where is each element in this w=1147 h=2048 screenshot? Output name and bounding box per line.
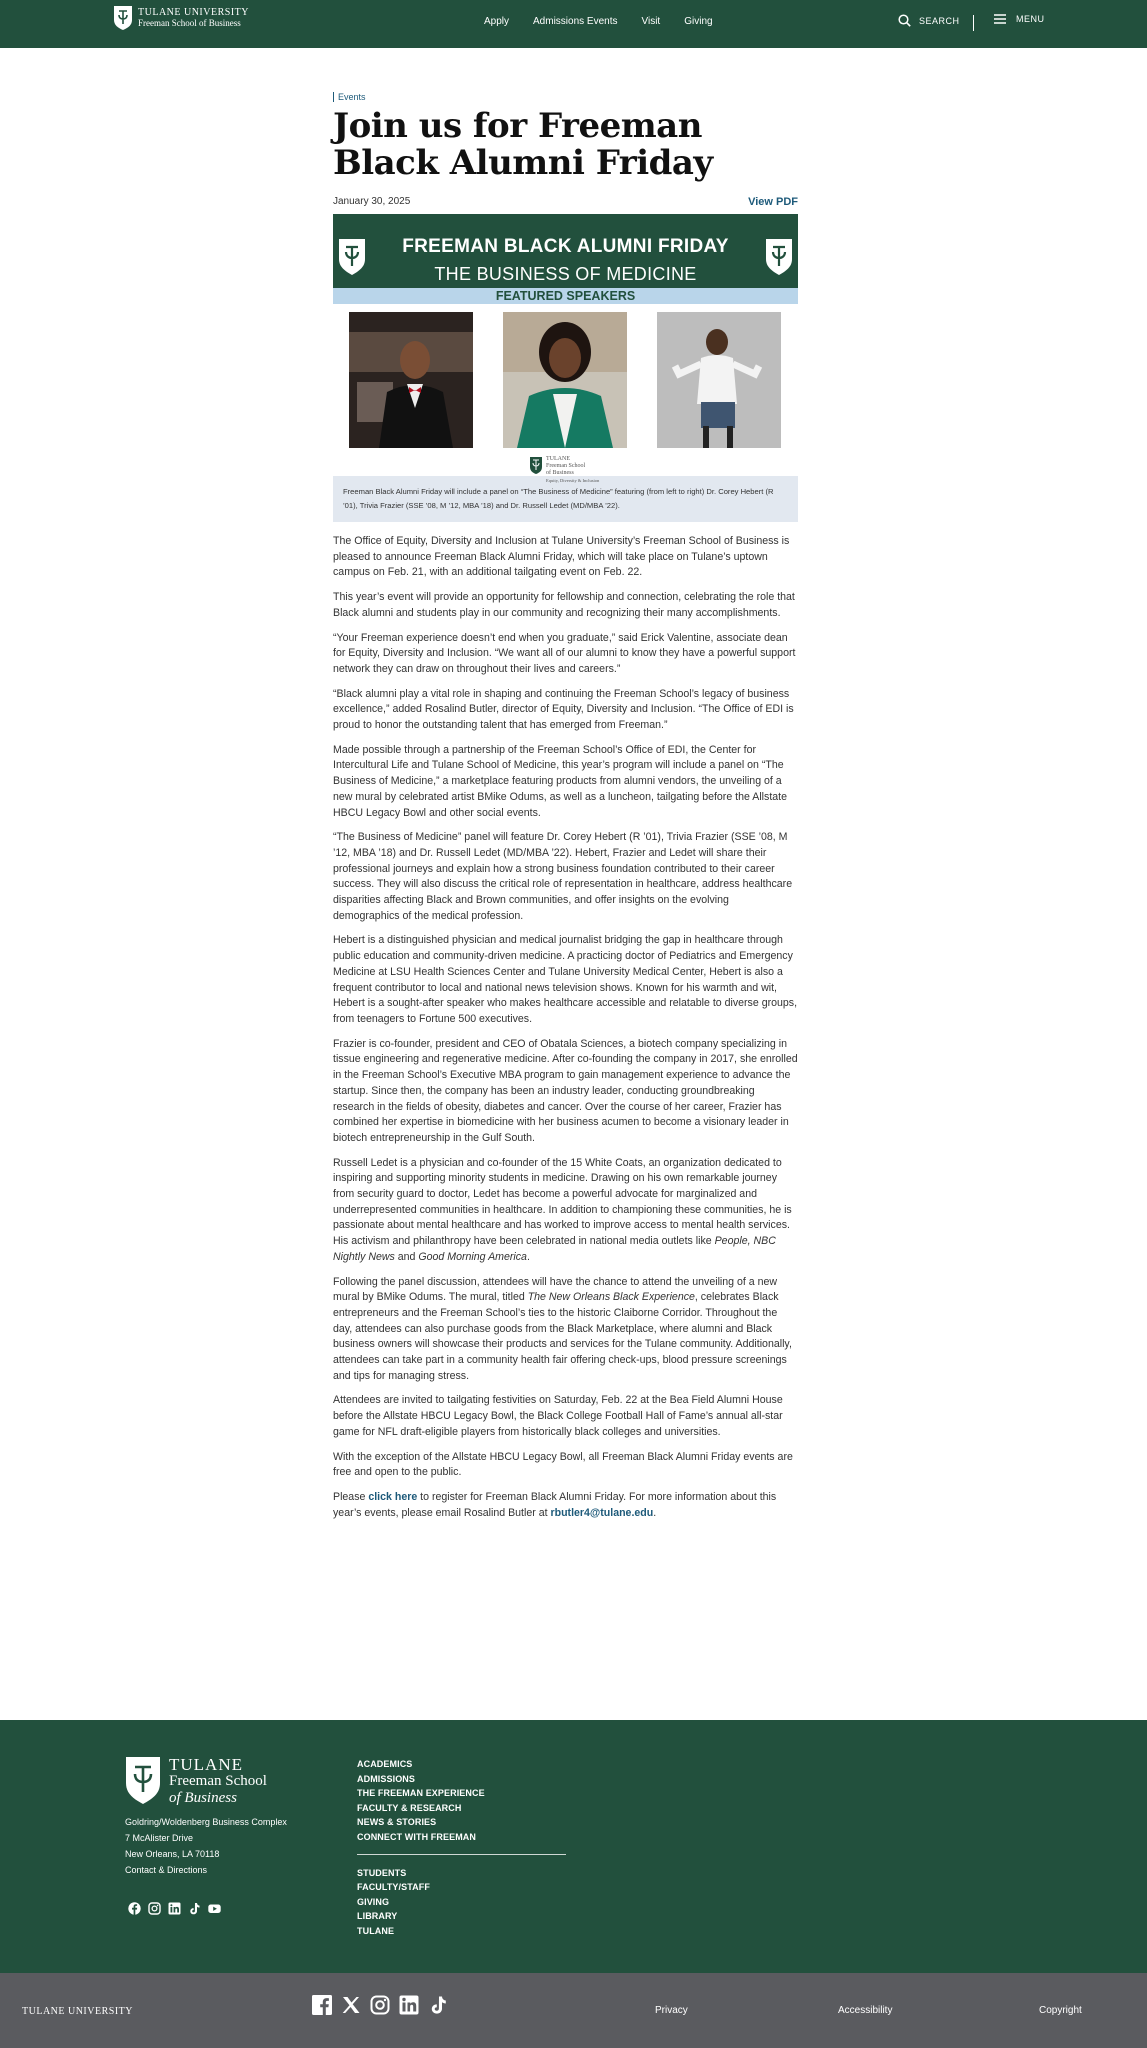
footer-address [125,1814,287,1878]
search-label: SEARCH [919,15,960,26]
accessibility-link[interactable]: Accessibility [838,2005,893,2016]
footer-logo-line1: TULANE [169,1755,243,1774]
featured-speakers-label: FEATURED SPEAKERS [333,288,798,304]
banner-subtitle: THE BUSINESS OF MEDICINE [434,264,697,284]
ledet-text-b: and [394,1250,419,1263]
logo-line2: Freeman School of Business [138,18,241,28]
site-header [0,0,1147,48]
tiktok-icon[interactable] [188,1902,201,1915]
instagram-icon[interactable] [148,1902,161,1915]
footer-links [357,1757,566,1939]
edi-mini-logo [529,456,599,484]
paragraph: With the exception of the Allstate HBCU Legacy Bowl, all Freeman Black Alumni Friday events are free and open to the public. [333,1450,793,1479]
footer-link-giving[interactable]: GIVING [357,1896,390,1907]
site-footer [0,1720,1147,1973]
x-twitter-icon[interactable] [341,1995,361,2015]
tulane-university-link[interactable]: TULANE UNIVERSITY [22,2006,133,2017]
site-logo[interactable] [113,5,249,31]
tulane-shield-icon [125,1756,161,1806]
paragraph-ledet [333,1156,798,1266]
address-line: Goldring/Woldenberg Business Complex [125,1817,287,1827]
mini-logo-line1: TULANE [546,456,570,462]
mural-title-italic: The New Orleans Black Experience [527,1291,695,1304]
mini-logo-line2: Freeman School [546,463,586,469]
top-nav [484,16,713,27]
nav-visit[interactable]: Visit [641,16,661,27]
address-line: 7 McAlister Drive [125,1833,194,1843]
paragraph-register [333,1490,798,1521]
ledet-gma-italic: Good Morning America [418,1250,527,1263]
article [333,92,798,1530]
paragraph: This year’s event will provide an opportunity for fellowship and connection, celebrating the role that Black alumni and students play in our community and recognizing their many accomplishments. [333,591,795,619]
speaker-photo-hebert [349,312,473,448]
ledet-media-italic: People, NBC Nightly News [333,1235,776,1263]
email-link[interactable]: rbutler4@tulane.edu [550,1506,654,1519]
speaker-photo-frazier [503,312,627,448]
paragraph: Hebert is a distinguished physician and medical journalist bridging the gap in healthcare through public education and community-driven medicine. A practicing doctor of Pediatrics and Emergency Medicine at LSU Health Sciences Center and Tulane University Medical Center, Hebert is also a frequent contributor to local and national news television shows. Known for his warmth and wit, Hebert is a sought-after speaker who makes healthcare accessible and relatable to diverse groups, from teenagers to Fortune 500 executives. [333,934,798,1025]
paragraph: Attendees are invited to tailgating festivities on Saturday, Feb. 22 at the Bea Field Alumni House before the Allstate HBCU Legacy Bowl, the Black College Football Hall of Fame’s annual all-star game for NFL draft-eligible players from historically black colleges and universities. [333,1394,783,1438]
register-text-b: to register for Freeman Black Alumni Friday. For more information about this year’s events, please email Rosalind Butler at [333,1490,777,1519]
nav-apply[interactable]: Apply [484,16,510,27]
footer-link-faculty-research[interactable]: FACULTY & RESEARCH [357,1802,462,1813]
paragraph: Made possible through a partnership of the Freeman School’s Office of EDI, the Center for Intercultural Life and Tulane School of Medicine, this year’s program will include a panel on “The Business of Medicine,” a marketplace featuring products from alumni vendors, the unveiling of a new mural by celebrated artist BMike Odums, as well as a luncheon, tailgating before the Allstate HBCU Legacy Bowl and other social events. [333,743,787,819]
ledet-text-c: . [526,1250,530,1263]
mural-text-a: Following the panel discussion, attendees will have the chance to attend the unveiling of a new mural by BMike Odums. The mural, titled [333,1275,778,1304]
search-icon [898,14,911,27]
article-date: January 30, 2025 [333,196,411,207]
paragraph: Frazier is co-founder, president and CEO of Obatala Sciences, a biotech company specializing in tissue engineering and regenerative medicine. After co-founding the company in 2017, she enrolled in the Freeman School’s Executive MBA program to gain management experience to advance the startup. Since then, the company has been an industry leader, conducting groundbreaking research in the fields of obesity, diabetes and cancer. Over the course of her career, Frazier has combined her expertise in biomedicine with her business acumen to become a visionary leader in biotech entrepreneurship in the Gulf South. [333,1037,798,1144]
tulane-shield-icon [113,5,133,31]
event-banner [333,214,798,304]
bottom-bar [0,1973,1147,2048]
footer-logo[interactable] [125,1756,267,1807]
footer-link-faculty-staff[interactable]: FACULTY/STAFF [357,1882,430,1893]
nav-admissions-events[interactable]: Admissions Events [533,16,618,27]
menu-label: MENU [1016,14,1045,24]
tulane-shield-icon [529,456,543,475]
footer-logo-line3-text: of Business [169,1790,237,1806]
mural-text-b: , celebrates Black entrepreneurs and the Freeman School’s ties to the historic Claiborne Corridor. Throughout the day, attendees can also purchase goods from the Black Marketplace, where alumni and Black business owners will showcase their products and services for the Tulane community. Additionally, attendees can take part in a community health fair offering check-ups, blood pressure screenings and tips for managing stress. [333,1291,792,1382]
paragraph: “Black alumni play a vital role in shaping and continuing the Freeman School’s legacy of business excellence,” added Rosalind Butler, director of Equity, Diversity and Inclusion. “The Office of EDI is proud to honor the outstanding talent that has emerged from Freeman.” [333,687,794,732]
category-link[interactable]: Events [333,92,798,102]
speaker-photo-ledet [657,312,781,448]
paragraph: “The Business of Medicine” panel will feature Dr. Corey Hebert (R ’01), Trivia Frazier (SSE ’08, M ’12, MBA ’18) and Dr. Russell Ledet (MD/MBA ’22). Hebert, Frazier and Ledet will share their professional journeys and explain how a strong business foundation contributed to their career success. They will also discuss the critical role of representation in healthcare, address healthcare disparities affecting Black and Brown communities, and offer insights on the evolving demographics of the medical profession. [333,831,793,922]
register-text-c: . [653,1506,657,1519]
linkedin-icon[interactable] [168,1902,181,1915]
view-pdf-link[interactable]: View PDF [748,196,798,208]
register-text-a: Please [333,1490,369,1503]
paragraph: “Your Freeman experience doesn’t end when you graduate,” said Erick Valentine, associate dean for Equity, Diversity and Inclusion. “We want all of our alumni to know they have a powerful support network they can draw on throughout their lives and careers.” [333,631,796,675]
nav-giving[interactable]: Giving [684,16,713,27]
footer-link-academics[interactable]: ACADEMICS [357,1759,413,1769]
address-line: New Orleans, LA 70118 [125,1849,220,1859]
mini-logo-line4: Equity, Diversity & Inclusion [546,478,600,483]
footer-link-news-stories[interactable]: NEWS & STORIES [357,1817,437,1828]
menu-button[interactable] [994,14,1045,24]
footer-logo-line2: Freeman School [169,1773,267,1789]
copyright-link[interactable]: Copyright [1039,2005,1082,2016]
register-link[interactable]: click here [368,1490,418,1503]
footer-logo-line3 [169,1790,267,1807]
linkedin-icon[interactable] [399,1995,419,2015]
youtube-icon[interactable] [208,1902,221,1915]
banner-title: FREEMAN BLACK ALUMNI FRIDAY [402,236,729,257]
facebook-icon[interactable] [128,1902,141,1915]
paragraph-mural [333,1275,798,1385]
footer-link-admissions[interactable]: ADMISSIONS [357,1773,416,1784]
instagram-icon[interactable] [370,1995,390,2015]
speaker-photos [333,304,798,483]
tiktok-icon[interactable] [428,1995,448,2015]
hamburger-icon [994,14,1006,24]
article-body [333,534,798,1521]
image-caption: Freeman Black Alumni Friday will include a panel on “The Business of Medicine” featuring (from left to right) Dr. Corey Hebert (R ’01), Trivia Frazier (SSE ’08, M ’12, MBA ’18) and Dr. Russell Ledet (MD/MBA ’22). [333,476,798,522]
page-title: Join us for Freeman Black Alumni Friday [333,106,713,183]
footer-social [128,1902,221,1915]
footer-link-connect[interactable]: CONNECT WITH FREEMAN [357,1831,476,1842]
ledet-text-a: Russell Ledet is a physician and co-founder of the 15 White Coats, an organization dedicated to inspiring and supporting minority students in medicine. Drawing on his own remarkable journey from security guard to doctor, Ledet has become a powerful advocate for marginalized and underrepresented communities in healthcare. In addition to championing these communities, he is passionate about mental healthcare and has worked to improve access to mental health services. His activism and philanthropy have been celebrated in national media outlets like [333,1156,792,1248]
footer-link-tulane[interactable]: TULANE [357,1925,395,1936]
contact-directions-link[interactable]: Contact & Directions [125,1865,208,1875]
footer-link-library[interactable]: LIBRARY [357,1911,398,1922]
footer-link-freeman-experience[interactable]: THE FREEMAN EXPERIENCE [357,1788,485,1799]
footer-divider [357,1854,566,1855]
search-button[interactable] [898,14,960,27]
mini-logo-line3: of Business [546,470,574,476]
paragraph: The Office of Equity, Diversity and Inclusion at Tulane University’s Freeman School of Business is pleased to announce Freeman Black Alumni Friday, which will take place on Tulane’s uptown campus on Feb. 21, with an additional tailgating event on Feb. 22. [333,535,790,579]
facebook-icon[interactable] [312,1995,332,2015]
header-divider [973,15,974,31]
footer-link-students[interactable]: STUDENTS [357,1867,407,1878]
bottom-social [312,1995,448,2015]
logo-line1: TULANE UNIVERSITY [138,7,249,18]
privacy-link[interactable]: Privacy [655,2005,688,2016]
